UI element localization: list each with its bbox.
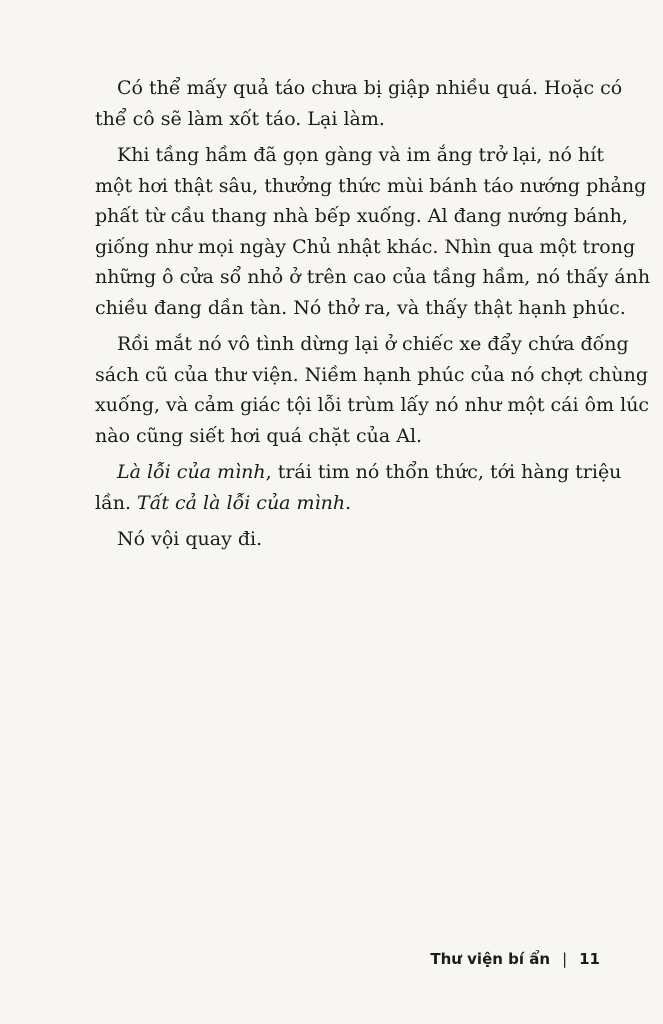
paragraph-1 [95, 73, 623, 134]
text-span: lần. [95, 491, 138, 514]
text-line: thể cô sẽ làm xốt táo. Lại làm. [95, 107, 385, 130]
text-line: nào cũng siết hơi quá chặt của Al. [95, 424, 423, 447]
text-line: một hơi thật sâu, thưởng thức mùi bánh táo nướng phảng [95, 174, 647, 197]
body-text [95, 73, 651, 561]
text-line [95, 488, 592, 519]
text-span: . [345, 491, 352, 514]
text-line: Có thể mấy quả táo chưa bị giập nhiều quá. Hoặc có [117, 77, 623, 99]
book-title: Thư viện bí ẩn [430, 950, 551, 968]
paragraph-3 [95, 329, 650, 451]
footer-separator: | [562, 950, 568, 968]
text-line: Nó vội quay đi. [117, 528, 263, 550]
text-line: Rồi mắt nó vô tình dừng lại ở chiếc xe đẩy chứa đống [117, 333, 629, 355]
italic-thought: Tất cả là lỗi của mình [137, 491, 346, 514]
paragraph-5 [117, 524, 592, 555]
text-line: những ô cửa sổ nhỏ ở trên cao của tầng hầm, nó thấy ánh [95, 266, 651, 288]
italic-thought: Là lỗi của mình [117, 461, 266, 483]
text-line: chiều đang dần tàn. Nó thở ra, và thấy thật hạnh phúc. [95, 296, 626, 319]
text-line: xuống, và cảm giác tội lỗi trùm lấy nó như một cái ôm lúc [95, 394, 650, 416]
page-number: 11 [579, 950, 600, 968]
text-line: sách cũ của thư viện. Niềm hạnh phúc của nó chợt chùng [95, 363, 648, 386]
text-span: , trái tim nó thổn thức, tới hàng triệu [265, 461, 622, 483]
text-line: Khi tầng hầm đã gọn gàng và im ắng trở lại, nó hít [117, 144, 604, 166]
text-line: phất từ cầu thang nhà bếp xuống. Al đang nướng bánh, [95, 205, 628, 227]
text-line [117, 457, 622, 488]
paragraph-4 [95, 457, 622, 518]
text-line: giống như mọi ngày Chủ nhật khác. Nhìn qua một trong [95, 235, 636, 258]
page-footer [430, 945, 600, 973]
paragraph-2 [95, 140, 651, 323]
